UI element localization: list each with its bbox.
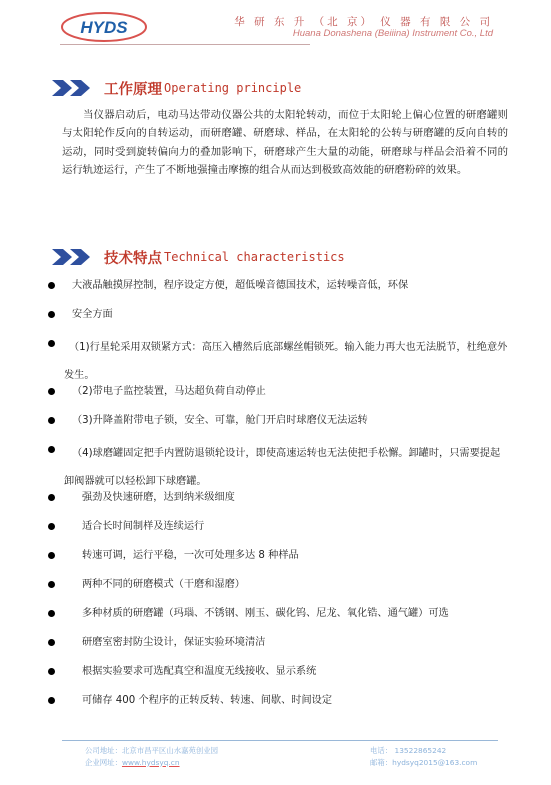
company-name-en: Huana Donashena (Beiiina) Instrument Co., Ltd bbox=[292, 28, 493, 39]
list-item-text: 根据实验要求可选配真空和温度无线接收、显示系统 bbox=[82, 666, 317, 677]
list-item-text: 研磨室密封防尘设计，保证实验环境清洁 bbox=[82, 637, 266, 648]
list-item bbox=[48, 517, 508, 536]
bullet-icon bbox=[48, 494, 55, 501]
logo-text: HYDS bbox=[80, 18, 128, 37]
list-item bbox=[48, 305, 508, 324]
list-item bbox=[48, 440, 508, 487]
section-title-cn: 技术特点 bbox=[104, 250, 162, 267]
list-item-text: 多种材质的研磨罐（玛瑙、不锈钢、刚玉、碳化钨、尼龙、氧化锆、通气罐）可选 bbox=[82, 608, 449, 619]
list-item bbox=[48, 633, 508, 652]
list-item bbox=[48, 382, 508, 401]
footer-email[interactable]: 邮箱：hydsyq2015@163.com bbox=[370, 757, 478, 767]
footer-phone: 电话： 13522865242 bbox=[370, 746, 447, 755]
list-item bbox=[48, 691, 508, 710]
section-title-cn: 工作原理 bbox=[104, 81, 162, 98]
section-title-en: Operating principle bbox=[164, 81, 302, 95]
list-item-text: 两种不同的研磨模式（干磨和湿磨） bbox=[82, 579, 245, 590]
list-item bbox=[48, 662, 508, 681]
bullet-icon bbox=[48, 446, 55, 453]
double-chevron-icon bbox=[50, 79, 96, 97]
bullet-icon bbox=[48, 282, 55, 289]
bullet-icon bbox=[48, 340, 55, 347]
section-title-en: Technical characteristics bbox=[164, 250, 345, 264]
bullet-icon bbox=[48, 417, 55, 424]
features-list bbox=[48, 276, 508, 710]
list-item-text: （1)行星轮采用双锁紧方式：高压入槽然后底部螺丝帽锁死。输入能力再大也无法脱节，杜绝意外发生。 bbox=[64, 342, 508, 381]
footer-website-label: 企业网址： bbox=[85, 757, 122, 767]
list-item bbox=[48, 411, 508, 430]
footer-address: 公司地址：北京市昌平区山水嘉苑创业园 bbox=[85, 746, 219, 755]
list-item bbox=[48, 276, 508, 295]
footer-website-row bbox=[85, 757, 218, 769]
double-chevron-icon bbox=[50, 248, 96, 266]
page-header bbox=[0, 0, 551, 60]
bullet-icon bbox=[48, 311, 55, 318]
footer-contact-right bbox=[370, 745, 477, 768]
bullet-icon bbox=[48, 668, 55, 675]
section-title-features bbox=[50, 246, 345, 268]
list-item-text: 大液晶触摸屏控制，程序设定方便，超低噪音德国技术，运转噪音低，环保 bbox=[72, 280, 409, 291]
list-item-text: 强劲及快速研磨，达到纳米级细度 bbox=[82, 492, 235, 503]
list-item-text: （3)升降盖附带电子锁，安全、可靠，舱门开启时球磨仪无法运转 bbox=[72, 415, 368, 426]
list-item-text: 安全方面 bbox=[72, 309, 113, 320]
bullet-icon bbox=[48, 581, 55, 588]
list-item-text: 转速可调，运行平稳，一次可处理多达 8 种样品 bbox=[82, 550, 299, 561]
section-title-principle bbox=[50, 77, 301, 99]
bullet-icon bbox=[48, 523, 55, 530]
list-item bbox=[48, 546, 508, 565]
footer-contact-left bbox=[85, 745, 218, 768]
list-item bbox=[48, 575, 508, 594]
list-item-text: （4)球磨罐固定把手内置防退锁轮设计，即使高速运转也无法使把手松懈。卸罐时，只需要提起卸阀器就可以轻松卸下球磨罐。 bbox=[64, 448, 501, 487]
bullet-icon bbox=[48, 552, 55, 559]
list-item-text: 适合长时间制样及连续运行 bbox=[82, 521, 205, 532]
list-item bbox=[48, 488, 508, 507]
bullet-icon bbox=[48, 697, 55, 704]
hyds-logo bbox=[60, 10, 148, 44]
list-item bbox=[48, 334, 508, 381]
list-item-text: 可储存 400 个程序的正转反转、转速、间歇、时间设定 bbox=[82, 695, 333, 706]
footer-divider bbox=[62, 740, 498, 741]
header-divider bbox=[60, 44, 310, 45]
principle-paragraph: 当仪器启动后，电动马达带动仪器公共的太阳轮转动，而位于太阳轮上偏心位置的研磨罐则与太阳轮作反向的自转运动，而研磨罐、研磨球、样品，在太阳轮的公转与研磨罐的反向自转的运动，同时受到旋转偏向力的叠加影响下，研磨球产生大量的动能，研磨球与样品会沿着不同的运行轨迹运行，产生了不断地强撞击摩擦的组合从而达到极致高效能的研磨粉碎的效果。 bbox=[62, 109, 508, 177]
list-item-text: （2)带电子监控装置，马达超负荷自动停止 bbox=[72, 386, 266, 397]
company-name-cn: 华 研 东 升 （北 京） 仪 器 有 限 公 司 bbox=[234, 16, 493, 28]
bullet-icon bbox=[48, 388, 55, 395]
list-item bbox=[48, 604, 508, 623]
bullet-icon bbox=[48, 610, 55, 617]
bullet-icon bbox=[48, 639, 55, 646]
footer-website-link[interactable]: www.hydsyq.cn bbox=[121, 757, 180, 767]
